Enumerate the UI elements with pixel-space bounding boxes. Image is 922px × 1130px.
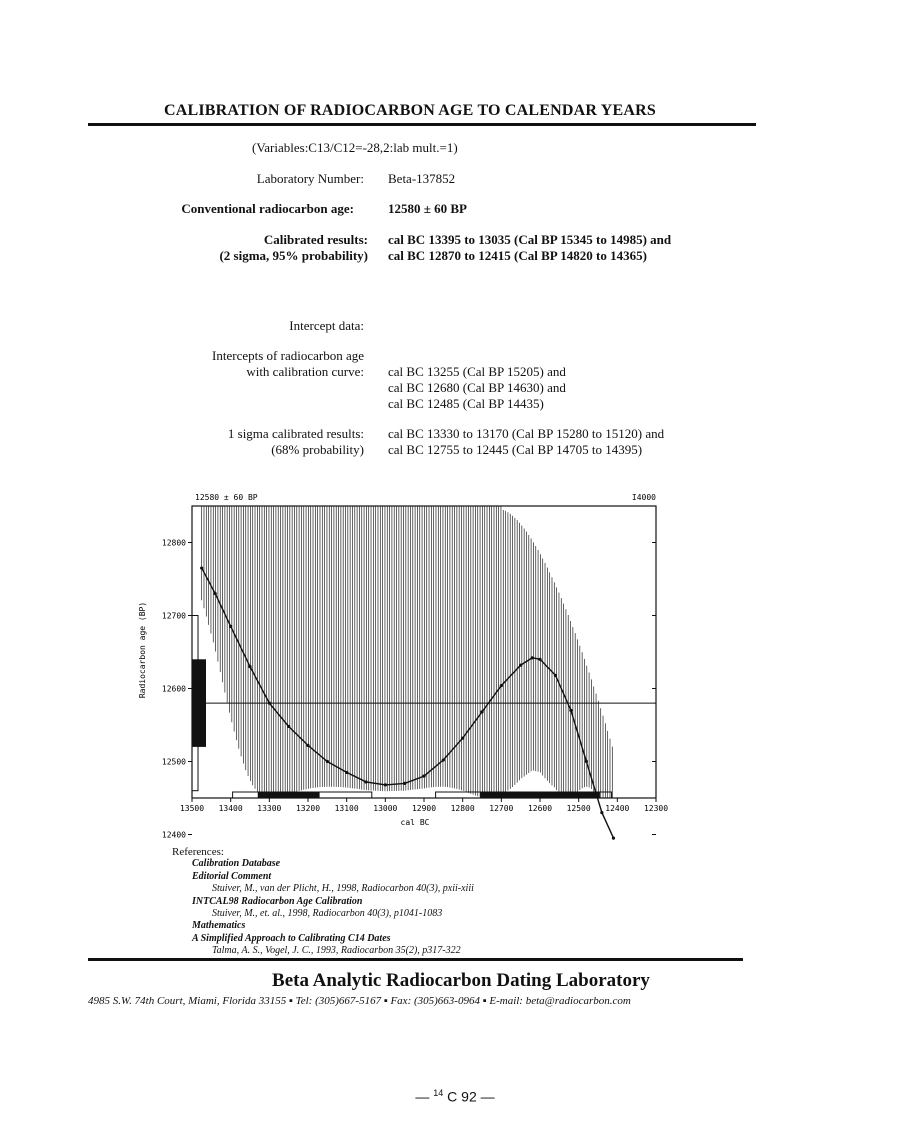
curve-point: [500, 684, 503, 687]
curve-point: [600, 811, 603, 814]
curve-point: [326, 760, 329, 763]
conventional-age-label: Conventional radiocarbon age:: [181, 201, 354, 216]
curve-point: [531, 656, 534, 659]
one-sigma-values: [388, 426, 664, 458]
curve-point: [585, 760, 588, 763]
curve-point: [612, 837, 615, 840]
lab-number-label: Laboratory Number:: [256, 171, 364, 186]
x-tick-label: 12700: [489, 804, 514, 813]
x-tick-label: 13100: [334, 804, 359, 813]
conventional-age-value: 12580 ± 60 BP: [388, 201, 467, 216]
x-tick-label: 13200: [295, 804, 321, 813]
y-tick-label: 12800: [161, 538, 186, 548]
intercept-value: cal BC 12485 (Cal BP 14435): [388, 396, 544, 411]
one-sigma-line2: cal BC 12755 to 12445 (Cal BP 14705 to 14395): [388, 442, 643, 457]
one-sigma-line1: cal BC 13330 to 13170 (Cal BP 15280 to 15120) and: [388, 426, 665, 441]
page-number-suffix: —: [480, 1088, 495, 1105]
reference-line: Stuiver, M., van der Plicht, H., 1998, Radiocarbon 40(3), pxii-xiii: [212, 883, 474, 895]
curve-point: [248, 665, 251, 668]
references: [172, 846, 474, 958]
page-title: CALIBRATION OF RADIOCARBON AGE TO CALENDAR YEARS: [163, 102, 657, 119]
intercepts-label: [104, 348, 364, 380]
curve-point: [306, 744, 309, 747]
reference-line: Editorial Comment: [192, 870, 272, 882]
age-one-sigma-box: [192, 659, 206, 747]
plot-frame: [192, 506, 656, 798]
lab-number-value: Beta-137852: [388, 171, 456, 186]
curve-point: [287, 725, 290, 728]
page-number-main: C 92: [447, 1088, 477, 1105]
y-tick-label: 12700: [161, 611, 186, 621]
curve-point: [384, 783, 387, 786]
calibration-chart: [138, 490, 670, 840]
reference-line: INTCAL98 Radiocarbon Age Calibration: [192, 895, 363, 907]
calibrated-label-line1: Calibrated results:: [263, 232, 368, 247]
curve-point: [422, 775, 425, 778]
calibrated-line2: cal BC 12870 to 12415 (Cal BP 14820 to 14365): [388, 248, 647, 263]
intercepts-label-line1: Intercepts of radiocarbon age: [212, 348, 364, 363]
references-heading: References:: [172, 846, 224, 858]
intercept-value: cal BC 13255 (Cal BP 15205) and: [388, 364, 566, 379]
x-tick-label: 13500: [179, 804, 205, 813]
curve-point: [480, 710, 483, 713]
curve-point: [461, 737, 464, 740]
curve-point: [554, 674, 557, 677]
curve-point: [442, 758, 445, 761]
page-number-prefix: —: [415, 1088, 430, 1105]
intercept-data-label: Intercept data:: [289, 318, 364, 333]
chart-corner-label: I4000: [631, 493, 656, 502]
y-axis-label: Radiocarbon age (BP): [138, 601, 147, 699]
x-tick-label: 12600: [527, 804, 553, 813]
x-tick-label: 12400: [605, 804, 630, 813]
x-tick-label: 13400: [218, 804, 243, 813]
curve-point: [538, 658, 541, 661]
x-tick-label: 13300: [257, 804, 282, 813]
y-tick-label: 12500: [161, 757, 186, 767]
lab-address: 4985 S.W. 74th Court, Miami, Florida 33155 ▪ Tel: (305)667-5167 ▪ Fax: (305)663-0964 ▪ E-mail: beta@radiocarbon.com: [88, 995, 631, 1007]
curve-point: [268, 702, 271, 705]
reference-line: Mathematics: [192, 920, 246, 932]
one-sigma-label-line2: (68% probability): [271, 442, 364, 457]
one-sigma-label-line1: 1 sigma calibrated results:: [227, 426, 364, 441]
x-tick-label: 12500: [566, 804, 591, 813]
title-rule: [88, 123, 756, 126]
calibrated-results-value: [388, 232, 671, 264]
y-tick-label: 12600: [161, 684, 186, 694]
curve-point: [229, 625, 232, 628]
page-number: [0, 1088, 910, 1105]
footer-rule: [88, 958, 743, 961]
chart-title: 12580 ± 60 BP: [195, 493, 258, 502]
variables-line: (Variables:C13/C12=-28,2:lab mult.=1): [252, 140, 458, 155]
x-tick-label: 12800: [450, 804, 475, 813]
y-tick-label: 12400: [161, 830, 186, 840]
curve-point: [345, 771, 348, 774]
page-number-sup: 14: [433, 1088, 444, 1098]
reference-line: Calibration Database: [192, 858, 281, 870]
intercept-value: cal BC 12680 (Cal BP 14630) and: [388, 380, 566, 395]
calibrated-line1: cal BC 13395 to 13035 (Cal BP 15345 to 14985) and: [388, 232, 672, 247]
x-tick-label: 13000: [373, 804, 398, 813]
x-tick-label: 12900: [411, 804, 437, 813]
reference-line: A Simplified Approach to Calibrating C14 Dates: [192, 932, 391, 944]
curve-point: [403, 782, 406, 785]
calibrated-results-label: [108, 232, 368, 264]
curve-point: [519, 664, 522, 667]
intercepts-values: [388, 364, 566, 412]
calibrated-label-line2: (2 sigma, 95% probability): [219, 248, 368, 263]
one-sigma-label: [104, 426, 364, 458]
reference-line: Stuiver, M., et. al., 1998, Radiocarbon 40(3), p1041-1083: [212, 908, 443, 920]
intercepts-label-line2: with calibration curve:: [246, 364, 364, 379]
one-sigma-range: [258, 792, 320, 798]
one-sigma-range: [480, 792, 600, 798]
curve-point: [364, 780, 367, 783]
curve-point: [200, 566, 203, 569]
lab-name: Beta Analytic Radiocarbon Dating Laboratory: [272, 970, 650, 991]
curve-point: [569, 709, 572, 712]
reference-line: Talma, A. S., Vogel, J. C., 1993, Radiocarbon 35(2), p317-322: [212, 945, 461, 957]
curve-envelope-hatching: [202, 506, 613, 798]
curve-point: [214, 592, 217, 595]
x-axis-label: cal BC: [400, 818, 430, 827]
x-tick-label: 12300: [643, 804, 669, 813]
